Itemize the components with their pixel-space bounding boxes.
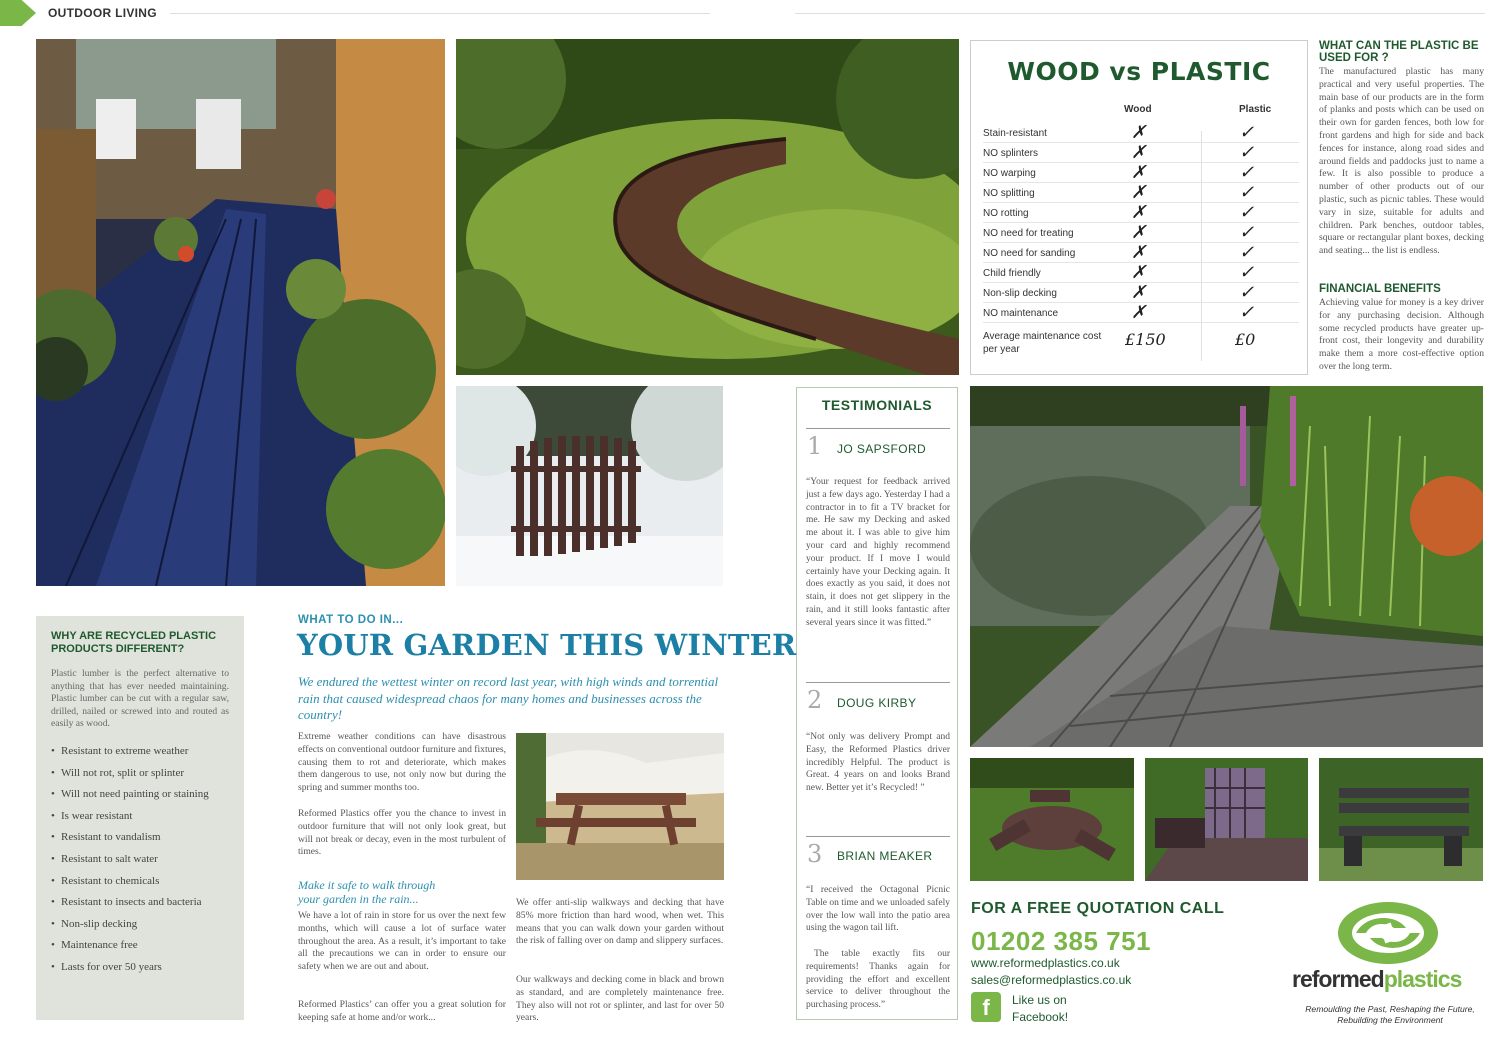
financial-heading: FINANCIAL BENEFITS xyxy=(1319,283,1441,295)
comparison-row xyxy=(983,143,1299,163)
check-icon: ✓ xyxy=(1239,142,1255,163)
facebook-icon[interactable]: f xyxy=(971,992,1001,1022)
section-title: OUTDOOR LIVING xyxy=(48,6,157,20)
testimonial-divider xyxy=(806,682,950,683)
testimonial-text-continued: The table exactly fits our requirements! Thanks again for providing the effort and excellent service to deliver throughout the purchasing process.” xyxy=(806,949,950,1011)
col-header-wood: Wood xyxy=(1124,104,1152,115)
cross-icon: ✗ xyxy=(1131,302,1147,323)
list-item: • Is wear resistant xyxy=(51,809,236,824)
reformed-plastics-logo-icon xyxy=(1336,900,1440,966)
check-icon: ✓ xyxy=(1239,242,1255,263)
list-item: • Maintenance free xyxy=(51,938,236,953)
list-item: • Resistant to extreme weather xyxy=(51,744,236,759)
comparison-row xyxy=(983,183,1299,203)
testimonial-name: DOUG KIRBY xyxy=(837,696,917,710)
phone-number[interactable]: 01202 385 751 xyxy=(971,926,1152,956)
comparison-row xyxy=(983,263,1299,283)
list-item: • Resistant to chemicals xyxy=(51,874,236,889)
row-label: NO splitting xyxy=(983,188,1035,199)
financial-section xyxy=(1319,283,1484,374)
article-paragraph: We offer anti-slip walkways and decking that have 85% more friction than hard wood, when wet. This means that you can walk down your garden without the risk of falling over on damp and slippery surfaces. xyxy=(516,897,724,947)
cross-icon: ✗ xyxy=(1131,282,1147,303)
facebook-text-line2[interactable]: Facebook! xyxy=(1012,1010,1069,1024)
testimonials-title: TESTIMONIALS xyxy=(821,397,933,413)
testimonial-text: “Not only was delivery Prompt and Easy, the Reformed Plastics driver incredibly Helpful. The product is Great. 4 years on and looks Brand new. Better yet it’s Recycled! ” xyxy=(806,732,950,794)
list-item: • Resistant to vandalism xyxy=(51,830,236,845)
testimonial-text: “Your request for feedback arrived just a few days ago. Yesterday I had a contractor in to fit a TV bracket for me. He saw my Decking and asked me about it. I was able to give him your card and highly recommend your product. If I move I would certainly have your Decking again. It does exactly as you said, it does not stain, it does not get slippery in the rain, and it still looks fantastic after several years since it was fitted.” xyxy=(806,477,950,628)
cross-icon: ✗ xyxy=(1131,122,1147,143)
row-label: NO warping xyxy=(983,168,1036,179)
logo-word-plastics: plastics xyxy=(1383,966,1462,992)
photo-curved-boardwalk xyxy=(456,39,959,375)
logo-tagline: Remoulding the Past, Reshaping the Future, Rebuilding the Environment xyxy=(1305,1004,1475,1025)
list-item: • Will not rot, split or splinter xyxy=(51,766,236,781)
cross-icon: ✗ xyxy=(1131,142,1147,163)
why-recycled-box xyxy=(36,616,244,1020)
photo-snow-fence xyxy=(456,386,723,586)
wood-cost: £150 xyxy=(1125,330,1166,349)
row-label: Non-slip decking xyxy=(983,288,1057,299)
why-intro: Plastic lumber is the perfect alternative to anything that has ever needed maintaining. Plastic lumber can be cut with a regular saw, drilled, nailed or screwed into and routed as easily as wood. xyxy=(51,668,229,729)
check-icon: ✓ xyxy=(1239,202,1255,223)
photo-picnic-table xyxy=(516,733,724,880)
cross-icon: ✗ xyxy=(1131,162,1147,183)
cross-icon: ✗ xyxy=(1131,222,1147,243)
check-icon: ✓ xyxy=(1239,222,1255,243)
article-lead: We endured the wettest winter on record last year, with high winds and torrential rain that caused widespread chaos for many homes and businesses across the country! xyxy=(298,674,719,722)
why-heading: WHY ARE RECYCLED PLASTIC PRODUCTS DIFFERENT? xyxy=(51,630,217,655)
article-kicker: WHAT TO DO IN... xyxy=(298,614,404,626)
subheading-line: your garden in the rain... xyxy=(298,892,419,906)
comparison-row xyxy=(983,303,1299,323)
subheading-line: Make it safe to walk through xyxy=(298,878,436,892)
comparison-row xyxy=(983,203,1299,223)
row-label: NO rotting xyxy=(983,208,1029,219)
financial-body: Achieving value for money is a key driver for any purchasing decision. Although some recycled products have greater up-front cost, their longevity and durability make them a more cost-effective option over the long term. xyxy=(1319,297,1484,372)
article-paragraph: We have a lot of rain in store for us over the next few months, which will cause a lot of surface water throughout the area. As a result, it’s important to take all the precautions we can in order to ensure our safety when we are out and about. xyxy=(298,910,506,973)
cross-icon: ✗ xyxy=(1131,262,1147,283)
photo-pond-walkway xyxy=(970,386,1483,747)
uses-body: The manufactured plastic has many practical and very useful properties. The main base of our products are in the form of planks and posts which can be used on their own for garden fences, both low for front gardens and high for side and back fences for instance, along road sides and around fields and paddocks just to name a few. It is also possible to produce a number of other products out of our plastic, such as picnic tables. These would vary in size, suitable for adults and children. Park benches, outdoor tables, square or rectangular plant boxes, decking and seating... the list is endless. xyxy=(1319,66,1484,257)
col-header-plastic: Plastic xyxy=(1239,104,1272,115)
facebook-text-line1[interactable]: Like us on xyxy=(1012,993,1067,1007)
article-paragraph: Extreme weather conditions can have disastrous effects on conventional outdoor furniture and fixtures, causing them to rot and deteriorate, which makes them dangerous to use, not only now but during the spring and summer months too. xyxy=(298,731,506,794)
header-rule-left xyxy=(170,13,710,14)
list-item: • Will not need painting or staining xyxy=(51,787,236,802)
comparison-row xyxy=(983,123,1299,143)
list-item: • Resistant to salt water xyxy=(51,852,236,867)
list-item: • Lasts for over 50 years xyxy=(51,960,236,975)
cross-icon: ✗ xyxy=(1131,182,1147,203)
article-paragraph: Our walkways and decking come in black and brown as standard, and are completely maintenance free. They also will not rot or splinter, and last for over 50 years. xyxy=(516,974,724,1024)
cross-icon: ✗ xyxy=(1131,242,1147,263)
row-label: Child friendly xyxy=(983,268,1041,279)
list-item: • Non-slip decking xyxy=(51,917,236,932)
row-label: NO need for sanding xyxy=(983,248,1076,259)
comparison-row xyxy=(983,163,1299,183)
row-label: NO need for treating xyxy=(983,228,1074,239)
benefits-list xyxy=(51,744,236,982)
check-icon: ✓ xyxy=(1239,162,1255,183)
testimonial-name: BRIAN MEAKER xyxy=(837,849,933,863)
cost-label: Average maintenance cost per year xyxy=(983,331,1102,355)
quotation-heading: FOR A FREE QUOTATION CALL xyxy=(971,900,1225,917)
cross-icon: ✗ xyxy=(1131,202,1147,223)
comparison-row xyxy=(983,243,1299,263)
header-rule-right xyxy=(795,13,1485,14)
article-paragraph: Reformed Plastics’ can offer you a great solution for keeping safe at home and/or work... xyxy=(298,999,506,1023)
logo-word-reformed: reformed xyxy=(1292,966,1384,992)
testimonial-divider xyxy=(806,428,950,429)
article-subheading xyxy=(298,878,435,906)
article-paragraph: Reformed Plastics offer you the chance to invest in outdoor furniture that will not only look great, but will not break or decay, even in the most turbulent of times. xyxy=(298,808,506,858)
photo-octagonal-table xyxy=(970,758,1134,881)
testimonial-divider xyxy=(806,836,950,837)
comparison-title: WOOD vs PLASTIC xyxy=(1007,57,1271,86)
check-icon: ✓ xyxy=(1239,262,1255,283)
article-title: YOUR GARDEN THIS WINTER xyxy=(297,628,797,662)
wood-vs-plastic-table xyxy=(970,40,1308,375)
email-link[interactable]: sales@reformedplastics.co.uk xyxy=(971,973,1132,987)
logo-wordmark xyxy=(1292,966,1461,993)
comparison-row xyxy=(983,283,1299,303)
row-label: Stain-resistant xyxy=(983,128,1047,139)
list-item: • Resistant to insects and bacteria xyxy=(51,895,236,910)
testimonial-text: “I received the Octagonal Picnic Table on time and we unloaded safely over the low wall into the patio area using the wagon tail lift. xyxy=(806,885,950,934)
website-link[interactable]: www.reformedplastics.co.uk xyxy=(971,956,1120,970)
testimonials-box xyxy=(796,387,958,1020)
check-icon: ✓ xyxy=(1239,282,1255,303)
check-icon: ✓ xyxy=(1239,122,1255,143)
photo-garden-decking xyxy=(36,39,445,586)
check-icon: ✓ xyxy=(1239,302,1255,323)
section-tab-marker xyxy=(0,0,36,26)
testimonial-number: 2 xyxy=(807,686,823,714)
testimonial-name: JO SAPSFORD xyxy=(837,442,927,456)
testimonial-number: 3 xyxy=(807,840,823,868)
testimonial-number: 1 xyxy=(807,432,823,460)
comparison-row xyxy=(983,223,1299,243)
check-icon: ✓ xyxy=(1239,182,1255,203)
uses-heading: WHAT CAN THE PLASTIC BE USED FOR ? xyxy=(1319,40,1479,64)
photo-trellis-deck xyxy=(1145,758,1308,881)
cost-row xyxy=(983,328,1299,364)
row-label: NO splinters xyxy=(983,148,1039,159)
plastic-cost: £0 xyxy=(1235,330,1256,349)
row-label: NO maintenance xyxy=(983,308,1059,319)
uses-section xyxy=(1319,40,1484,258)
photo-bench xyxy=(1319,758,1483,881)
